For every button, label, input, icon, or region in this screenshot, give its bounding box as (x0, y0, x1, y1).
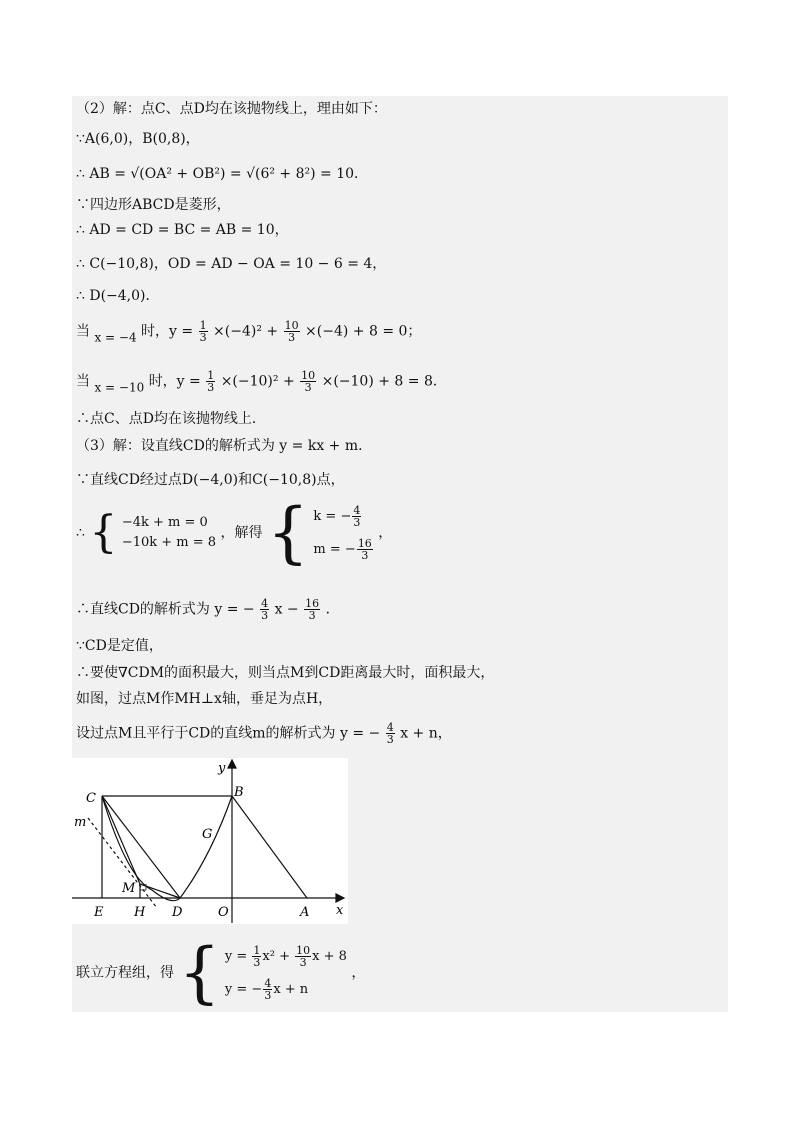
text: ×(−10)² + (220, 373, 300, 390)
label-g: G (202, 827, 213, 842)
text: ×(−4) + 8 = 0； (305, 323, 422, 340)
text-line: ∵A(6,0)，B(0,8)， (76, 131, 200, 147)
label-b: B (234, 785, 244, 800)
label-d: D (172, 905, 183, 920)
text-line: （3）解：设直线CD的解析式为 y = kx + m． (76, 438, 373, 454)
fraction: $\frac{1}{3}$ (207, 369, 215, 394)
system-line (76, 934, 366, 1011)
text-line: ∴点C、点D均在该抛物线上． (76, 411, 266, 427)
fraction: $\frac{4}{3}$ (386, 721, 394, 746)
label-m-point: M (122, 881, 136, 896)
formula-line (76, 722, 452, 745)
text: ×(−10) + 8 = 8． (321, 373, 447, 390)
fraction: $\frac{16}{3}$ (305, 597, 320, 622)
text: ×(−4)² + (213, 323, 283, 340)
text: 当 (76, 323, 90, 340)
formula-line (76, 598, 340, 621)
text-line: ∵四边形ABCD是菱形， (76, 197, 231, 213)
brace: { (266, 494, 309, 571)
brace: { (89, 507, 118, 558)
fraction: $\frac{4}{3}$ (261, 597, 269, 622)
label-m-line: m (74, 815, 87, 830)
text: 联立方程组，得 (76, 965, 174, 981)
formula-line (76, 370, 447, 397)
label-o: O (218, 905, 229, 920)
segment-cd (102, 796, 180, 898)
text-line: ∴ AB = √(OA² + OB²) = √(6² + 8²) = 10． (76, 166, 369, 182)
label-x: x (336, 903, 344, 918)
x-axis-arrow (336, 894, 344, 902)
label-e: E (94, 905, 104, 920)
segment-ba (232, 796, 307, 898)
text-line: ∴ AD = CD = BC = AB = 10， (76, 222, 289, 238)
text: ． (325, 601, 340, 618)
text-line: 如图，过点M作MH⊥x轴，垂足为点H， (76, 691, 333, 707)
equation-system: y = $\frac{1}{3}$ x² + $\frac{10}{3}$ x + 8 y = − $\frac{4}{3}$ x + n (224, 944, 347, 1002)
text-line: ∵CD是定值， (76, 638, 163, 654)
text-line: ∴ D(−4,0)． (76, 288, 160, 304)
text: x = −4 (94, 330, 137, 345)
text-line: ∴ C(−10,8)，OD = AD − OA = 10 − 6 = 4， (76, 256, 387, 272)
text: x + n， (400, 725, 452, 742)
label-y: y (218, 761, 226, 776)
fraction: $\frac{10}{3}$ (301, 369, 316, 394)
formula-line (76, 320, 421, 347)
text-line: ∵直线CD经过点D(−4,0)和C(−10,8)点， (76, 472, 345, 488)
label-h: H (134, 905, 146, 920)
solution-system: k = − $\frac{4}{3}$ m = − $\frac{16}{3}$ (313, 504, 372, 562)
text: ∴ (76, 525, 85, 541)
text: 时，y = (148, 373, 206, 390)
label-c: C (86, 791, 96, 806)
text: 时，y = (141, 323, 198, 340)
text: x − (274, 601, 299, 618)
text: x = −10 (94, 380, 145, 395)
label-a: A (300, 905, 310, 920)
text: 设过点M且平行于CD的直线m的解析式为 y = − (76, 725, 381, 742)
system-line: ∴ { −4k + m = 0 −10k + m = 8 ，解得 { k = − $\frac{4}{3}$ m = − $\frac{16}{3}$ ， (76, 494, 393, 571)
segment-cm (102, 796, 140, 884)
geometry-figure (72, 758, 348, 924)
text: ∴直线CD的解析式为 y = − (76, 601, 255, 618)
text: ，解得 (220, 525, 263, 541)
y-axis-arrow (228, 760, 236, 768)
text: 当 (76, 373, 90, 390)
text-line: ∴要使∇CDM的面积最大，则当点M到CD距离最大时，面积最大， (76, 665, 495, 681)
fraction: $\frac{10}{3}$ (284, 319, 299, 344)
text-line: （2）解：点C、点D均在该抛物线上，理由如下： (76, 101, 387, 117)
text: ， (351, 965, 366, 981)
equation-system: −4k + m = 0 −10k + m = 8 (121, 515, 217, 550)
brace: { (178, 934, 221, 1011)
fraction: $\frac{1}{3}$ (199, 319, 207, 344)
